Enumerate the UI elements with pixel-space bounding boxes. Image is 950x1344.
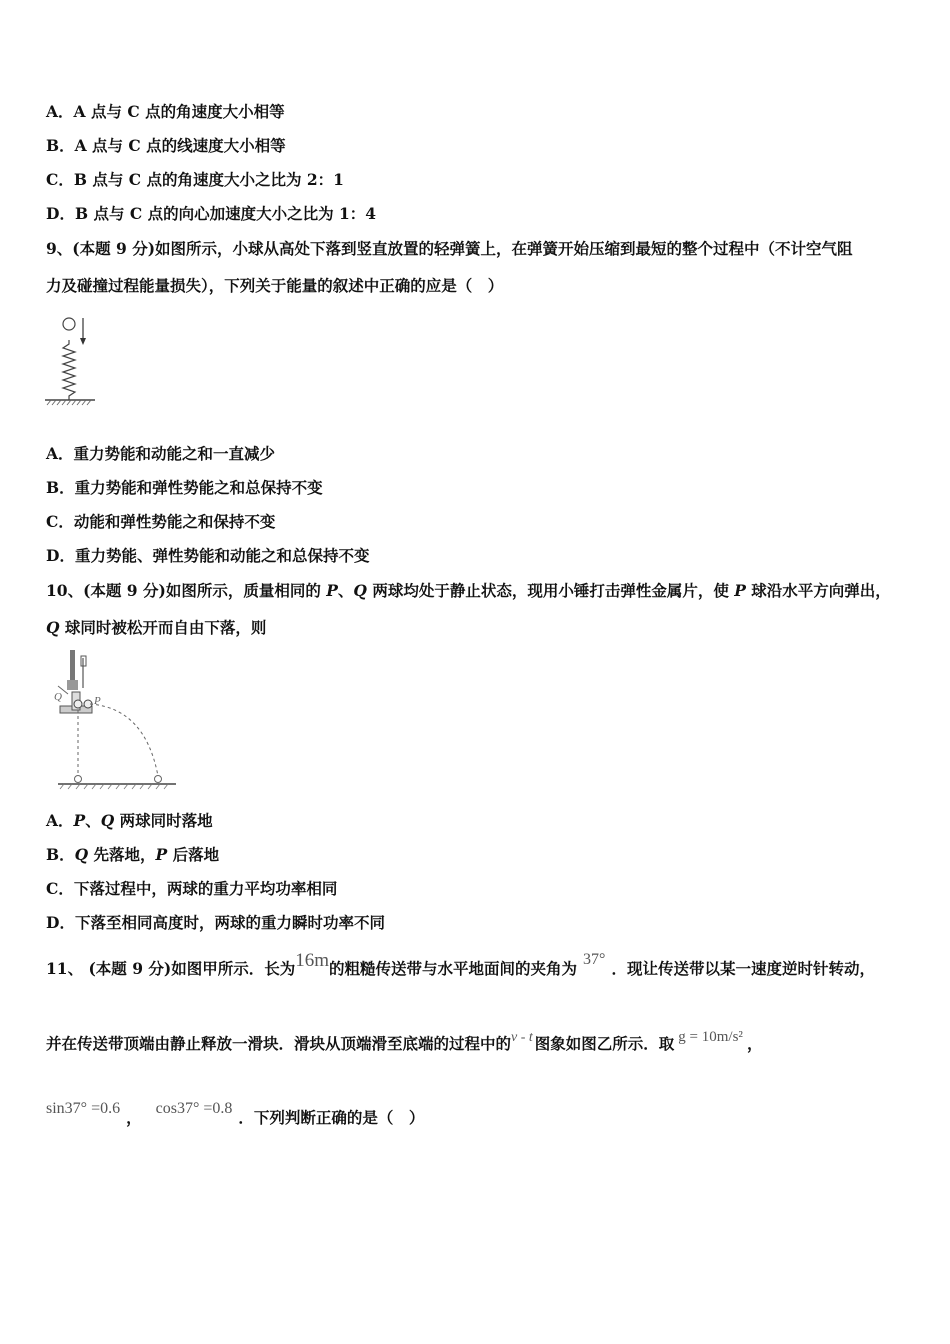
hammer-head (67, 680, 78, 690)
label-q: Q (54, 691, 62, 703)
q10-falling-balls-figure (50, 648, 180, 793)
q8-option-a: A．A 点与 C 点的角速度大小相等 (46, 102, 285, 121)
q10-option-b: B．Q 先落地，P 后落地 (46, 845, 220, 864)
q9-option-d: D．重力势能、弹性势能和动能之和总保持不变 (46, 546, 370, 565)
q8-option-b: B．A 点与 C 点的线速度大小相等 (46, 136, 286, 155)
q8-option-c: C．B 点与 C 点的角速度大小之比为 2：1 (46, 170, 344, 189)
q10-stem-line-1: 10、(本题 9 分)如图所示，质量相同的 P、Q 两球均处于静止状态，现用小锤打击弹性金属片，使 P 球沿水平方向弹出， (46, 581, 891, 600)
q11-stem-line-2: 并在传送带顶端由静止释放一滑块．滑块从顶端滑至底端的过程中的v - t 图象如图乙所示．取 g = 10m/s² ， (46, 1029, 763, 1053)
q10-stem-line-2: Q 球同时被松开而自由下落，则 (46, 618, 267, 637)
q9-option-b: B．重力势能和弹性势能之和总保持不变 (46, 478, 323, 497)
q11-stem-line-3: sin37° =0.6 ， cos37° =0.8 ．下列判断正确的是（ ） (46, 1100, 425, 1127)
q11-stem-line-1: 11、 (本题 9 分)如图甲所示．长为16m的粗糙传送带与水平地面间的夹角为 37° ．现让传送带以某一速度逆时针转动， (46, 950, 875, 978)
q10-option-d: D．下落至相同高度时，两球的重力瞬时功率不同 (46, 913, 385, 932)
q10-option-c: C．下落过程中，两球的重力平均功率相同 (46, 879, 338, 898)
q9-option-c: C．动能和弹性势能之和保持不变 (46, 512, 276, 531)
q9-stem-line-1: 9、(本题 9 分)如图所示，小球从高处下落到竖直放置的轻弹簧上，在弹簧开始压缩到最短的整个过程中（不计空气阻 (46, 239, 853, 258)
spring-icon (63, 340, 75, 400)
label-p: P (94, 695, 101, 707)
ball-icon (63, 318, 75, 330)
q8-option-d: D．B 点与 C 点的向心加速度大小之比为 1：4 (46, 204, 377, 223)
q9-stem-line-2: 力及碰撞过程能量损失），下列关于能量的叙述中正确的应是（ ） (46, 276, 504, 295)
ball-q-icon (74, 700, 82, 708)
q9-option-a: A．重力势能和动能之和一直减少 (46, 444, 276, 463)
p-trajectory (90, 704, 158, 776)
q10-option-a: A．P、Q 两球同时落地 (46, 811, 213, 830)
q9-spring-figure (40, 312, 100, 412)
